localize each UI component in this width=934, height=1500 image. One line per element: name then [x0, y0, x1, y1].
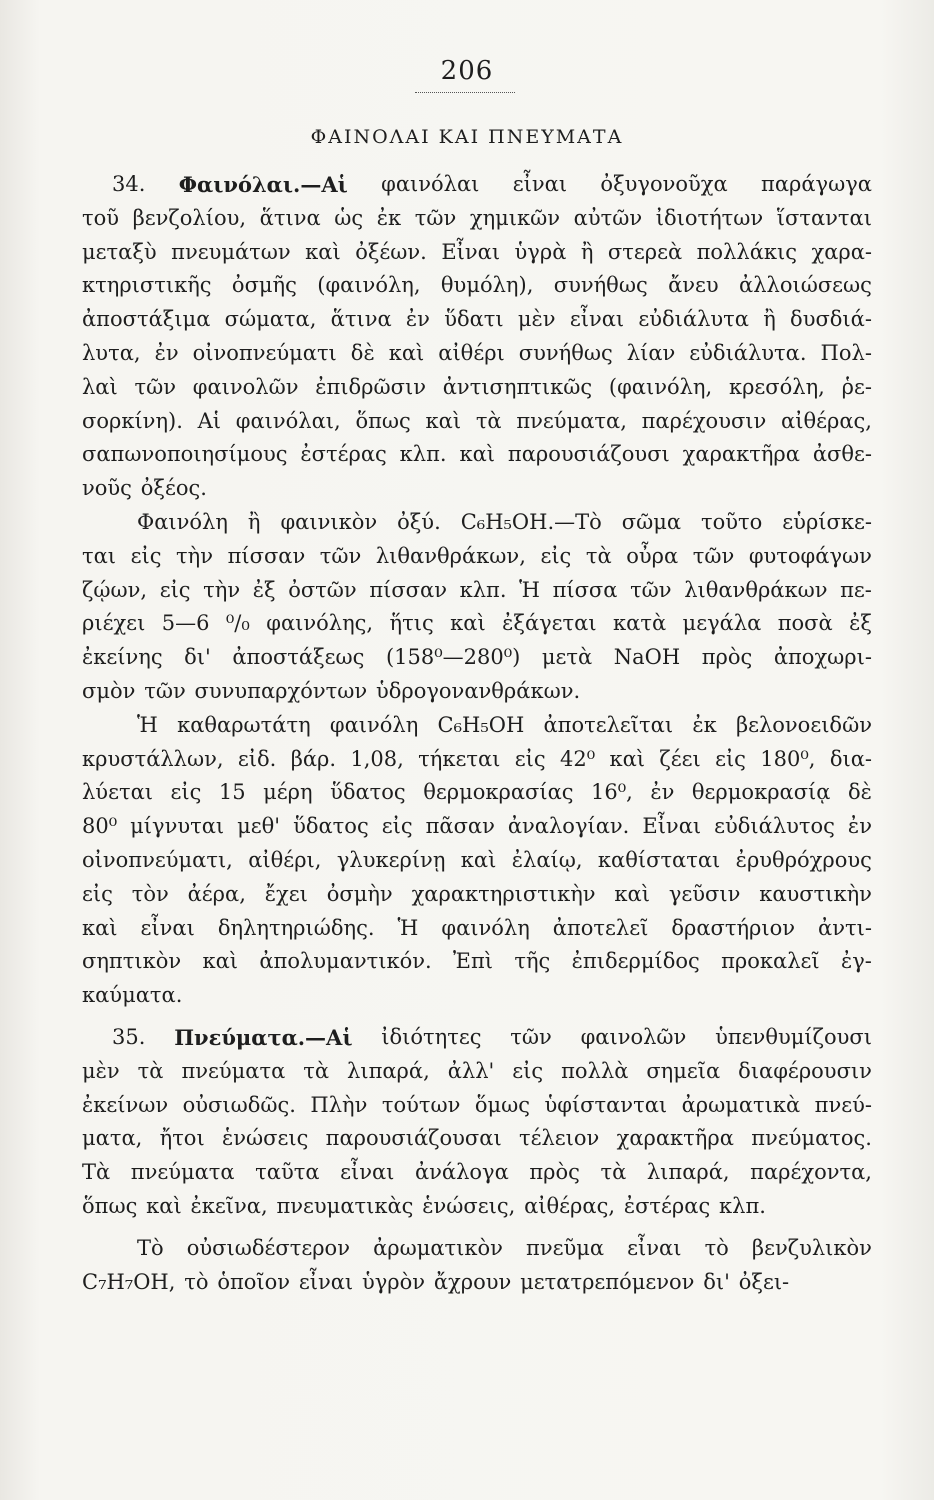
- text-line: λύεται εἰς 15 μέρη ὕδατος θερμοκρασίας 16⁰, ἐν θερμοκρασίᾳ δὲ: [82, 780, 872, 805]
- text-line: Τὸ οὐσιωδέστερον ἀρωματικὸν πνεῦμα εἶναι τὸ βενζυλικὸν: [137, 1235, 872, 1260]
- text-line: καύματα.: [82, 983, 183, 1008]
- text-line: κρυστάλλων, εἰδ. βάρ. 1,08, τήκεται εἰς 42⁰ καὶ ζέει εἰς 180⁰, δια-: [82, 746, 872, 771]
- text-line: ριέχει 5—6 ⁰/₀ φαινόλης, ἥτις καὶ ἐξάγεται κατὰ μεγάλα ποσὰ ἐξ: [82, 611, 872, 636]
- text-line: σαπωνοποιησίμους ἐστέρας κλπ. καὶ παρουσιάζουσι χαρακτῆρα ἀσθε-: [82, 442, 872, 467]
- text-line: 80⁰ μίγνυται μεθ' ὕδατος εἰς πᾶσαν ἀναλογίαν. Εἶναι εὐδιάλυτος ἐν: [82, 814, 872, 839]
- text-line: 35. Πνεύματα.—Αἱ ἰδιότητες τῶν φαινολῶν ὑπενθυμίζουσι: [112, 1024, 872, 1050]
- text-line: σορκίνη). Αἱ φαινόλαι, ὅπως καὶ τὰ πνεύματα, παρέχουσιν αἰθέρας,: [82, 408, 872, 433]
- text-line: τοῦ βενζολίου, ἅτινα ὡς ἐκ τῶν χημικῶν αὐτῶν ἰδιοτήτων ἵστανται: [82, 205, 872, 230]
- text-line: μεταξὺ πνευμάτων καὶ ὀξέων. Εἶναι ὑγρὰ ἢ στερεὰ πολλάκις χαρα-: [82, 239, 872, 264]
- text-line: Ἡ καθαρωτάτη φαινόλη C₆H₅OH ἀποτελεῖται ἐκ βελονοειδῶν: [137, 712, 872, 737]
- page-number-rule: [415, 92, 515, 93]
- text-line: Τὰ πνεύματα ταῦτα εἶναι ἀνάλογα πρὸς τὰ λιπαρά, παρέχοντα,: [82, 1160, 872, 1185]
- text-line: εἰς τὸν ἀέρα, ἔχει ὀσμὴν χαρακτηριστικὴν καὶ γεῦσιν καυστικὴν: [82, 881, 872, 906]
- text-line: ται εἰς τὴν πίσσαν τῶν λιθανθράκων, εἰς τὰ οὖρα τῶν φυτοφάγων: [82, 543, 872, 568]
- page-number: 206: [440, 56, 494, 86]
- text-line: λυτα, ἐν οἰνοπνεύματι δὲ καὶ αἰθέρι συνήθως λίαν εὐδιάλυτα. Πολ-: [82, 340, 872, 365]
- text-line: λαὶ τῶν φαινολῶν ἐπιδρῶσιν ἀντισηπτικῶς (φαινόλη, κρεσόλη, ῥε-: [82, 374, 872, 399]
- text-line: 34. Φαινόλαι.—Αἱ φαινόλαι εἶναι ὀξυγονοῦχα παράγωγα: [112, 172, 872, 197]
- text-line: μὲν τὰ πνεύματα τὰ λιπαρά, ἀλλ' εἰς πολλὰ σημεῖα διαφέρουσιν: [82, 1058, 872, 1083]
- text-line: C₇H₇OH, τὸ ὁποῖον εἶναι ὑγρὸν ἄχρουν μετατρεπόμενον δι' ὀξει-: [82, 1269, 790, 1294]
- text-line: Φαινόλη ἢ φαινικὸν ὀξύ. C₆H₅OH.—Τὸ σῶμα τοῦτο εὑρίσκε-: [137, 509, 872, 534]
- text-line: ζῴων, εἰς τὴν ἐξ ὀστῶν πίσσαν κλπ. Ἡ πίσσα τῶν λιθανθράκων πε-: [82, 577, 872, 602]
- text-line: ἀποστάξιμα σώματα, ἅτινα ἐν ὕδατι μὲν εἶναι εὐδιάλυτα ἢ δυσδιά-: [82, 307, 872, 332]
- body-text: [82, 168, 872, 1299]
- text-line: καὶ εἶναι δηλητηριώδης. Ἡ φαινόλη ἀποτελεῖ δραστήριον ἀντι-: [82, 915, 872, 940]
- text-line: ἐκείνης δι' ἀποστάξεως (158⁰—280⁰) μετὰ NaOH πρὸς ἀποχωρι-: [82, 645, 872, 670]
- text-line: σμὸν τῶν συνυπαρχόντων ὑδρογονανθράκων.: [82, 678, 581, 703]
- text-line: κτηριστικῆς ὀσμῆς (φαινόλη, θυμόλη), συνήθως ἄνευ ἀλλοιώσεως: [82, 273, 872, 298]
- text-line: ὅπως καὶ ἐκεῖνα, πνευματικὰς ἑνώσεις, αἰθέρας, ἐστέρας κλπ.: [82, 1193, 766, 1218]
- text-line: νοῦς ὀξέος.: [82, 476, 207, 501]
- running-head: ΦΑΙΝΟΛΑΙ ΚΑΙ ΠΝΕΥΜΑΤΑ: [310, 126, 624, 148]
- text-line: οἰνοπνεύματι, αἰθέρι, γλυκερίνῃ καὶ ἐλαίῳ, καθίσταται ἐρυθρόχρους: [82, 847, 872, 872]
- text-line: ἐκείνων οὐσιωδῶς. Πλὴν τούτων ὅμως ὑφίστανται ἀρωματικὰ πνεύ-: [82, 1092, 872, 1117]
- text-line: ματα, ἤτοι ἑνώσεις παρουσιάζουσαι τέλειον χαρακτῆρα πνεύματος.: [82, 1126, 872, 1151]
- text-line: σηπτικὸν καὶ ἀπολυμαντικόν. Ἐπὶ τῆς ἐπιδερμίδος προκαλεῖ ἐγ-: [82, 949, 872, 974]
